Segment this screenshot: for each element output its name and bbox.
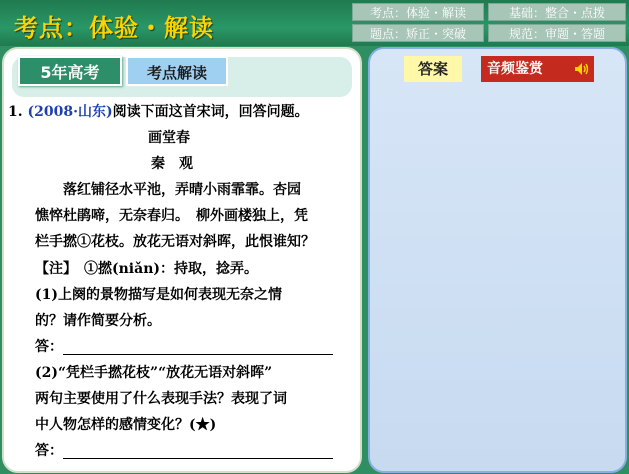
audio-button[interactable] — [481, 56, 594, 82]
tab-five-years[interactable]: 5年高考 — [18, 56, 122, 86]
page-title: 考点：体验・解读 — [14, 14, 214, 42]
question-2-line: 两句主要使用了什么表现手法？表现了词 — [35, 391, 287, 407]
poem-line: 落红铺径水平池，弄晴小雨霏霏。杏园 — [63, 182, 301, 198]
audio-button-label: 音频鉴赏 — [487, 61, 543, 77]
answer-panel — [368, 47, 627, 473]
tab-interpretation[interactable]: 考点解读 — [126, 56, 228, 86]
question-source: (2008·山东) — [27, 104, 113, 120]
answer-label: 答： — [35, 339, 63, 355]
nav-item-tiyan[interactable]: 考点：体验・解读 — [352, 3, 484, 21]
poem-title: 画堂春 — [148, 130, 190, 146]
answer-blank-2[interactable] — [63, 444, 333, 459]
answer-line-2 — [35, 439, 333, 463]
answer-button[interactable]: 答案 — [404, 56, 462, 82]
question-number: 1. — [8, 104, 23, 120]
header-bar — [0, 0, 629, 46]
answer-label: 答： — [35, 443, 63, 459]
note-line: 【注】 ①撚(niǎn)：持取，捻弄。 — [35, 261, 258, 277]
question-2-line: 中人物怎样的感情变化？(★) — [35, 417, 217, 433]
answer-blank-1[interactable] — [63, 340, 333, 355]
question-2-line: (2)“凭栏手撚花枝”“放花无语对斜晖” — [35, 365, 273, 381]
nav-item-tidian[interactable]: 题点：矫正・突破 — [352, 24, 484, 42]
speaker-icon — [574, 61, 590, 77]
question-1-line: 的？请作简要分析。 — [35, 313, 161, 329]
nav-item-guifan[interactable]: 规范：审题・答题 — [488, 24, 626, 42]
answer-line-1 — [35, 335, 333, 359]
poem-line: 憔悴杜鹃啼，无奈春归。 柳外画楼独上，凭 — [35, 208, 308, 224]
question-prompt: 阅读下面这首宋词，回答问题。 — [112, 104, 309, 120]
poem-line: 栏手撚①花枝。放花无语对斜晖，此恨谁知？ — [35, 234, 315, 250]
poem-author: 秦 观 — [151, 156, 193, 172]
nav-item-jichu[interactable]: 基础：整合・点拨 — [488, 3, 626, 21]
question-line — [8, 100, 309, 124]
nav-menu — [352, 3, 628, 43]
question-1-line: (1)上阕的景物描写是如何表现无奈之情 — [35, 287, 282, 303]
